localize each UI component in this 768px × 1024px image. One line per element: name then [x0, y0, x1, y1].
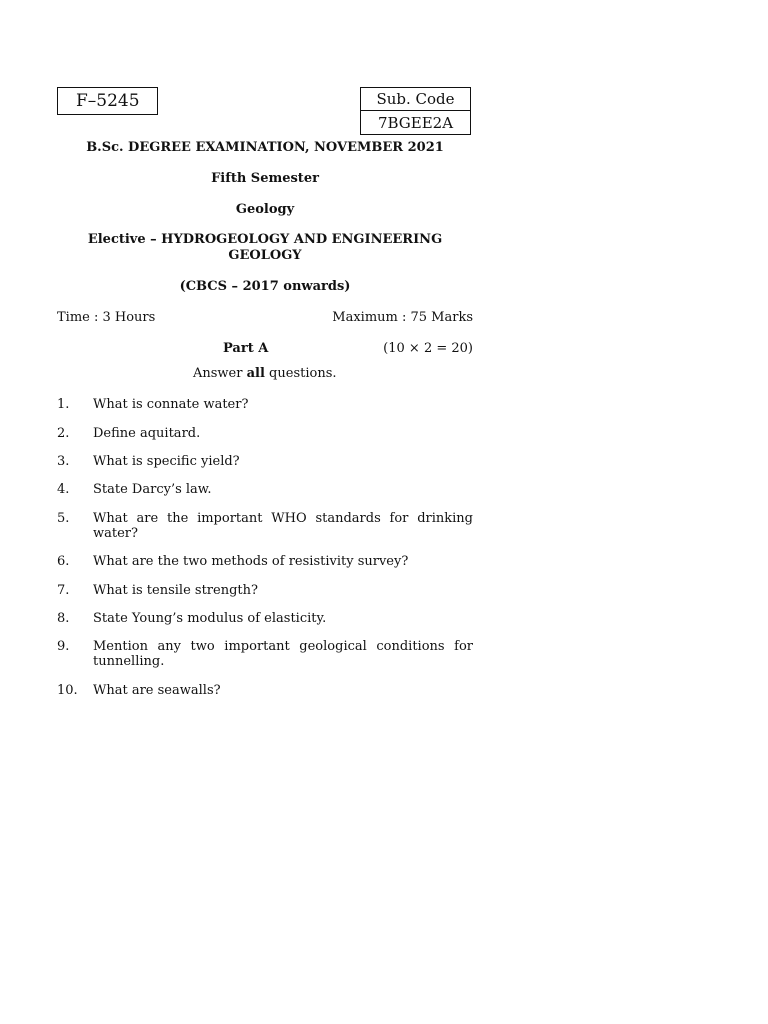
paper-title-line1: Elective – HYDROGEOLOGY AND ENGINEERING [87, 232, 443, 247]
question-text: What is connate water? [93, 397, 249, 412]
subject: Geology [235, 202, 295, 217]
paper-code: F–5245 [76, 91, 140, 111]
paper-title-line2: GEOLOGY [228, 248, 302, 263]
question-number: 9. [57, 639, 70, 654]
question-text: State Darcy’s law. [93, 482, 212, 497]
question-text: Mention any two important geological conditions for tunnelling. [93, 639, 473, 669]
question-number: 1. [57, 397, 70, 412]
question-number: 3. [57, 454, 70, 469]
question-item [57, 511, 473, 541]
scheme: (CBCS – 2017 onwards) [179, 279, 351, 294]
question-item [57, 454, 473, 469]
maximum-marks: Maximum : 75 Marks [332, 310, 473, 325]
question-number: 8. [57, 611, 70, 626]
question-number: 2. [57, 426, 70, 441]
question-item [57, 397, 473, 412]
sub-code-label: Sub. Code [361, 88, 470, 111]
question-text: What is specific yield? [93, 454, 240, 469]
part-a-title: Part A [223, 341, 269, 356]
question-number: 6. [57, 554, 70, 569]
exam-title: B.Sc. DEGREE EXAMINATION, NOVEMBER 2021 [86, 140, 444, 155]
question-item [57, 611, 473, 626]
question-text: What are the two methods of resistivity survey? [93, 554, 409, 569]
question-number: 5. [57, 511, 70, 526]
time-allowed: Time : 3 Hours [57, 310, 156, 325]
sub-code-value: 7BGEE2A [377, 113, 454, 132]
sub-code-box [360, 87, 471, 135]
part-a-marks: (10 × 2 = 20) [383, 341, 473, 356]
question-item [57, 554, 473, 569]
instruction-emphasis: all [246, 366, 265, 381]
question-text: Define aquitard. [93, 426, 201, 441]
question-item [57, 639, 473, 669]
question-item [57, 482, 473, 497]
instruction-text-end: questions. [264, 366, 337, 381]
question-item [57, 426, 473, 441]
question-text: What are the important WHO standards for drinking water? [93, 511, 473, 541]
question-text: What are seawalls? [93, 683, 221, 698]
question-number: 7. [57, 583, 70, 598]
question-item [57, 583, 473, 598]
paper-code-box [57, 87, 158, 115]
question-number: 10. [57, 683, 78, 698]
question-item [57, 683, 473, 698]
question-text: What is tensile strength? [93, 583, 258, 598]
question-number: 4. [57, 482, 70, 497]
instruction-text: Answer [193, 366, 247, 381]
part-a-instruction [193, 366, 337, 381]
semester: Fifth Semester [211, 171, 319, 186]
question-text: State Young’s modulus of elasticity. [93, 611, 327, 626]
